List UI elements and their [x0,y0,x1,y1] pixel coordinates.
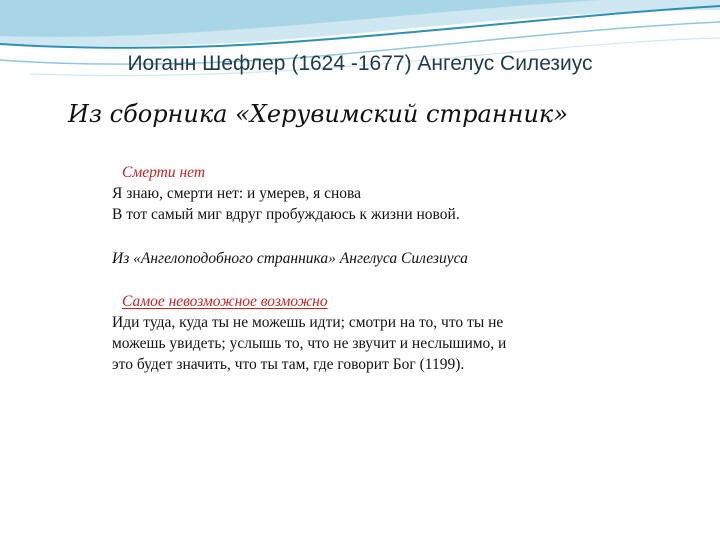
collection-subtitle: Из сборника «Херувимский странник» [68,100,568,128]
poem-block-2 [112,291,506,375]
source-line: Из «Ангелоподобного странника» Ангелуса Силезиуса [112,250,468,267]
poem-1-line: Я знаю, смерти нет: и умерев, я снова [112,185,362,202]
poem-2-heading: Самое невозможное возможно [122,293,328,310]
poem-1-line: В тот самый миг вдруг пробуждаюсь к жизни новой. [112,206,460,223]
poem-block-1 [112,162,460,225]
header-wave-decoration [0,0,720,90]
poem-2-line: это будет значить, что ты там, где говорит Бог (1199). [112,356,465,373]
poem-1-heading: Смерти нет [122,164,206,181]
poem-2-line: Иди туда, куда ты не можешь идти; смотри на то, что ты не [112,314,504,331]
poem-2-line: можешь увидеть; услышь то, что не звучит и неслышимо, и [112,335,507,352]
page-title: Иоганн Шефлер (1624 -1677) Ангелус Силезиус [127,52,593,75]
source-block [112,248,468,269]
